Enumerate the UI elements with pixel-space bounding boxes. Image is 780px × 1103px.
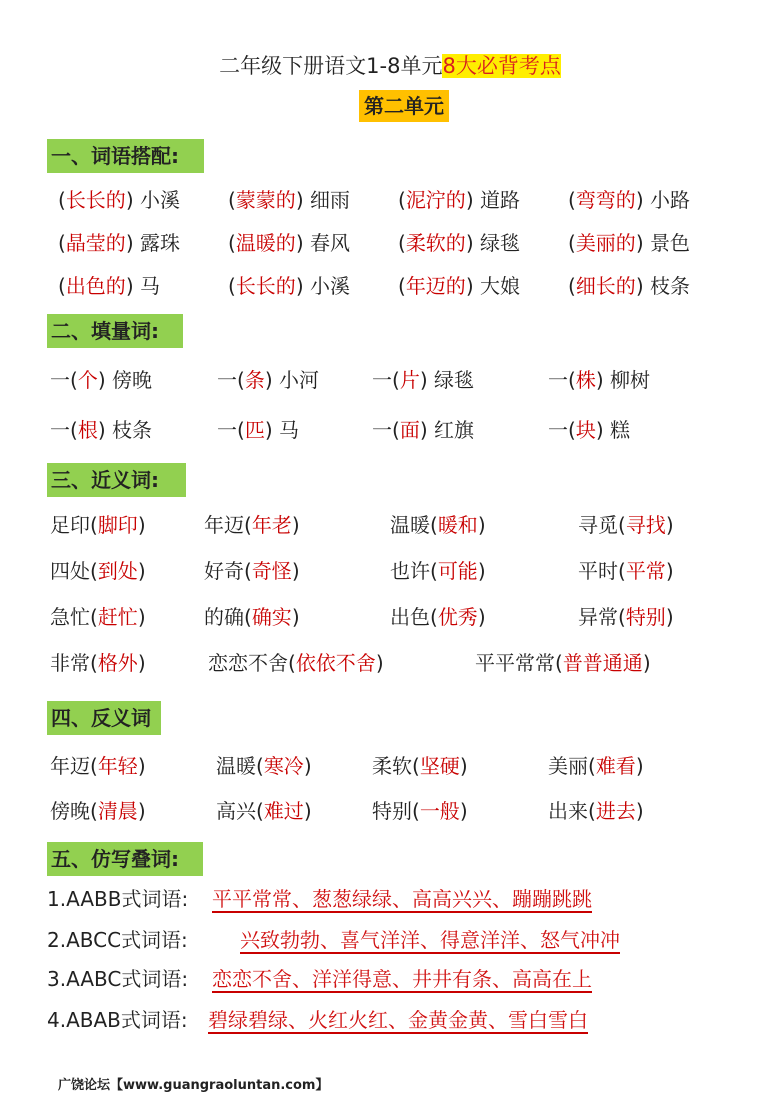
answer-antonym: 进去 <box>595 799 636 823</box>
paren: ) <box>665 559 674 583</box>
answer-measure: 块 <box>575 418 596 442</box>
word: 柔软( <box>372 754 420 778</box>
synonym-item <box>50 603 146 631</box>
paren: ) <box>97 418 106 442</box>
answer-synonym: 普普通通 <box>562 651 643 675</box>
paren: ) <box>635 799 644 823</box>
noun: 柳树 <box>603 368 650 392</box>
paren: ) <box>303 754 312 778</box>
reduplication-label: 3.AABC式词语: <box>47 967 189 991</box>
collocation-item <box>58 229 180 257</box>
reduplication-label: 1.AABB式词语: <box>47 887 189 911</box>
measure-item <box>50 416 152 444</box>
antonym-item <box>50 752 146 780</box>
answer-synonym: 暖和 <box>437 513 478 537</box>
measure-item <box>372 416 474 444</box>
paren: ) <box>465 188 474 212</box>
paren: ) <box>665 605 674 629</box>
synonym-item <box>578 557 674 585</box>
answer-adjective: 温暖的 <box>235 231 296 255</box>
answer-antonym: 坚硬 <box>419 754 460 778</box>
paren: ) <box>125 188 134 212</box>
word: 傍晚( <box>50 799 98 823</box>
paren: ( <box>398 274 406 298</box>
noun: 糕 <box>603 418 630 442</box>
collocation-item <box>568 272 690 300</box>
reduplication-answer: 平平常常、葱葱绿绿、高高兴兴、蹦蹦跳跳 <box>212 887 592 911</box>
prefix: 一( <box>548 418 576 442</box>
noun: 枝条 <box>105 418 152 442</box>
paren: ) <box>465 231 474 255</box>
answer-synonym: 奇怪 <box>251 559 292 583</box>
paren: ( <box>568 188 576 212</box>
word: 平时( <box>578 559 626 583</box>
paren: ) <box>459 799 468 823</box>
reduplication-answer: 碧绿碧绿、火红火红、金黄金黄、雪白雪白 <box>208 1008 588 1032</box>
synonym-item <box>50 511 146 539</box>
paren: ) <box>125 274 134 298</box>
prefix: 一( <box>372 418 400 442</box>
noun: 马 <box>133 274 160 298</box>
noun: 大娘 <box>473 274 520 298</box>
answer-adjective: 柔软的 <box>405 231 466 255</box>
measure-item <box>548 366 650 394</box>
paren: ) <box>291 605 300 629</box>
answer-adjective: 长长的 <box>65 188 126 212</box>
noun: 小溪 <box>133 188 180 212</box>
answer-adjective: 细长的 <box>575 274 636 298</box>
paren: ) <box>375 651 384 675</box>
prefix: 一( <box>50 368 78 392</box>
answer-synonym: 优秀 <box>437 605 478 629</box>
antonym-item <box>216 752 312 780</box>
paren: ) <box>295 231 304 255</box>
collocation-item <box>568 186 690 214</box>
paren: ) <box>465 274 474 298</box>
paren: ) <box>137 651 146 675</box>
answer-measure: 株 <box>575 368 596 392</box>
paren: ( <box>568 231 576 255</box>
answer-synonym: 赶忙 <box>97 605 138 629</box>
paren: ) <box>137 605 146 629</box>
answer-antonym: 难过 <box>263 799 304 823</box>
paren: ) <box>595 368 604 392</box>
paren: ) <box>97 368 106 392</box>
paren: ) <box>635 754 644 778</box>
noun: 傍晚 <box>105 368 152 392</box>
answer-antonym: 清晨 <box>97 799 138 823</box>
answer-synonym: 可能 <box>437 559 478 583</box>
answer-synonym: 年老 <box>251 513 292 537</box>
word: 的确( <box>204 605 252 629</box>
word: 好奇( <box>204 559 252 583</box>
page-title: 二年级下册语文1-8单元8大必背考点 <box>219 54 561 78</box>
word: 急忙( <box>50 605 98 629</box>
noun: 绿毯 <box>427 368 474 392</box>
paren: ) <box>635 188 644 212</box>
paren: ) <box>291 513 300 537</box>
collocation-item <box>58 272 160 300</box>
measure-item <box>548 416 630 444</box>
synonym-item <box>390 557 486 585</box>
section-measure-words: 二、填量词: <box>47 314 183 348</box>
paren: ( <box>228 188 236 212</box>
measure-item <box>50 366 152 394</box>
word: 异常( <box>578 605 626 629</box>
prefix: 一( <box>548 368 576 392</box>
word: 年迈( <box>50 754 98 778</box>
synonym-item <box>50 557 146 585</box>
antonym-item <box>216 797 312 825</box>
synonym-item <box>204 511 300 539</box>
noun: 小溪 <box>303 274 350 298</box>
synonym-item <box>390 511 486 539</box>
answer-measure: 根 <box>77 418 98 442</box>
answer-measure: 条 <box>244 368 265 392</box>
noun: 小河 <box>272 368 319 392</box>
paren: ) <box>137 559 146 583</box>
noun: 景色 <box>643 231 690 255</box>
answer-adjective: 出色的 <box>65 274 126 298</box>
prefix: 一( <box>50 418 78 442</box>
word: 年迈( <box>204 513 252 537</box>
paren: ( <box>58 188 66 212</box>
answer-antonym: 难看 <box>595 754 636 778</box>
paren: ) <box>642 651 651 675</box>
noun: 道路 <box>473 188 520 212</box>
paren: ) <box>295 188 304 212</box>
paren: ) <box>125 231 134 255</box>
paren: ) <box>665 513 674 537</box>
paren: ( <box>398 231 406 255</box>
answer-synonym: 平常 <box>625 559 666 583</box>
answer-antonym: 寒冷 <box>263 754 304 778</box>
reduplication-label: 2.ABCC式词语: <box>47 928 188 952</box>
prefix: 一( <box>217 418 245 442</box>
antonym-item <box>372 797 468 825</box>
noun: 小路 <box>643 188 690 212</box>
answer-adjective: 美丽的 <box>575 231 636 255</box>
synonym-item <box>204 603 300 631</box>
word: 温暖( <box>216 754 264 778</box>
section-antonyms: 四、反义词 <box>47 701 161 735</box>
noun: 马 <box>272 418 299 442</box>
word: 温暖( <box>390 513 438 537</box>
paren: ) <box>635 231 644 255</box>
paren: ) <box>303 799 312 823</box>
answer-synonym: 依依不舍 <box>295 651 376 675</box>
reduplication-label: 4.ABAB式词语: <box>47 1008 188 1032</box>
antonym-item <box>372 752 468 780</box>
collocation-item <box>568 229 690 257</box>
reduplication-answer: 恋恋不舍、洋洋得意、井井有条、高高在上 <box>212 967 592 991</box>
answer-adjective: 长长的 <box>235 274 296 298</box>
prefix: 一( <box>217 368 245 392</box>
collocation-item <box>228 186 350 214</box>
word: 足印( <box>50 513 98 537</box>
section-collocation: 一、词语搭配: <box>47 139 204 173</box>
collocation-item <box>228 272 350 300</box>
collocation-item <box>398 229 520 257</box>
answer-measure: 匹 <box>244 418 265 442</box>
paren: ( <box>228 274 236 298</box>
answer-measure: 个 <box>77 368 98 392</box>
word: 出来( <box>548 799 596 823</box>
paren: ) <box>264 368 273 392</box>
paren: ) <box>477 605 486 629</box>
word: 四处( <box>50 559 98 583</box>
paren: ( <box>58 231 66 255</box>
paren: ) <box>137 513 146 537</box>
synonym-item <box>475 649 651 677</box>
paren: ) <box>291 559 300 583</box>
collocation-item <box>398 186 520 214</box>
noun: 春风 <box>303 231 350 255</box>
answer-synonym: 脚印 <box>97 513 138 537</box>
measure-item <box>217 416 299 444</box>
measure-item <box>372 366 474 394</box>
paren: ) <box>595 418 604 442</box>
paren: ( <box>58 274 66 298</box>
word: 出色( <box>390 605 438 629</box>
answer-adjective: 蒙蒙的 <box>235 188 296 212</box>
answer-adjective: 年迈的 <box>405 274 466 298</box>
answer-antonym: 年轻 <box>97 754 138 778</box>
paren: ( <box>568 274 576 298</box>
noun: 露珠 <box>133 231 180 255</box>
collocation-item <box>58 186 180 214</box>
noun: 枝条 <box>643 274 690 298</box>
answer-adjective: 晶莹的 <box>65 231 126 255</box>
paren: ) <box>419 368 428 392</box>
paren: ) <box>477 559 486 583</box>
unit-heading: 第二单元 <box>359 90 449 122</box>
word: 恋恋不舍( <box>208 651 296 675</box>
paren: ) <box>477 513 486 537</box>
reduplication-answer: 兴致勃勃、喜气洋洋、得意洋洋、怒气冲冲 <box>240 928 620 952</box>
footer-site: 广饶论坛【www.guangraoluntan.com】 <box>58 1078 329 1093</box>
answer-measure: 片 <box>399 368 420 392</box>
synonym-item <box>50 649 146 677</box>
synonym-item <box>578 511 674 539</box>
word: 也许( <box>390 559 438 583</box>
paren: ) <box>459 754 468 778</box>
noun: 红旗 <box>427 418 474 442</box>
word: 美丽( <box>548 754 596 778</box>
noun: 绿毯 <box>473 231 520 255</box>
antonym-item <box>50 797 146 825</box>
word: 高兴( <box>216 799 264 823</box>
word: 非常( <box>50 651 98 675</box>
measure-item <box>217 366 319 394</box>
paren: ) <box>295 274 304 298</box>
collocation-item <box>228 229 350 257</box>
antonym-item <box>548 752 644 780</box>
section-reduplication: 五、仿写叠词: <box>47 842 203 876</box>
synonym-item <box>390 603 486 631</box>
antonym-item <box>548 797 644 825</box>
answer-antonym: 一般 <box>419 799 460 823</box>
paren: ) <box>635 274 644 298</box>
answer-adjective: 泥泞的 <box>405 188 466 212</box>
section-synonyms: 三、近义词: <box>47 463 186 497</box>
paren: ) <box>137 754 146 778</box>
answer-measure: 面 <box>399 418 420 442</box>
word: 特别( <box>372 799 420 823</box>
answer-adjective: 弯弯的 <box>575 188 636 212</box>
answer-synonym: 确实 <box>251 605 292 629</box>
prefix: 一( <box>372 368 400 392</box>
answer-synonym: 到处 <box>97 559 138 583</box>
paren: ) <box>264 418 273 442</box>
answer-synonym: 格外 <box>97 651 138 675</box>
paren: ) <box>419 418 428 442</box>
synonym-item <box>208 649 384 677</box>
synonym-item <box>578 603 674 631</box>
collocation-item <box>398 272 520 300</box>
title-highlight: 8大必背考点 <box>442 54 561 78</box>
word: 平平常常( <box>475 651 563 675</box>
noun: 细雨 <box>303 188 350 212</box>
paren: ( <box>398 188 406 212</box>
answer-synonym: 特别 <box>625 605 666 629</box>
synonym-item <box>204 557 300 585</box>
paren: ( <box>228 231 236 255</box>
answer-synonym: 寻找 <box>625 513 666 537</box>
paren: ) <box>137 799 146 823</box>
word: 寻觅( <box>578 513 626 537</box>
